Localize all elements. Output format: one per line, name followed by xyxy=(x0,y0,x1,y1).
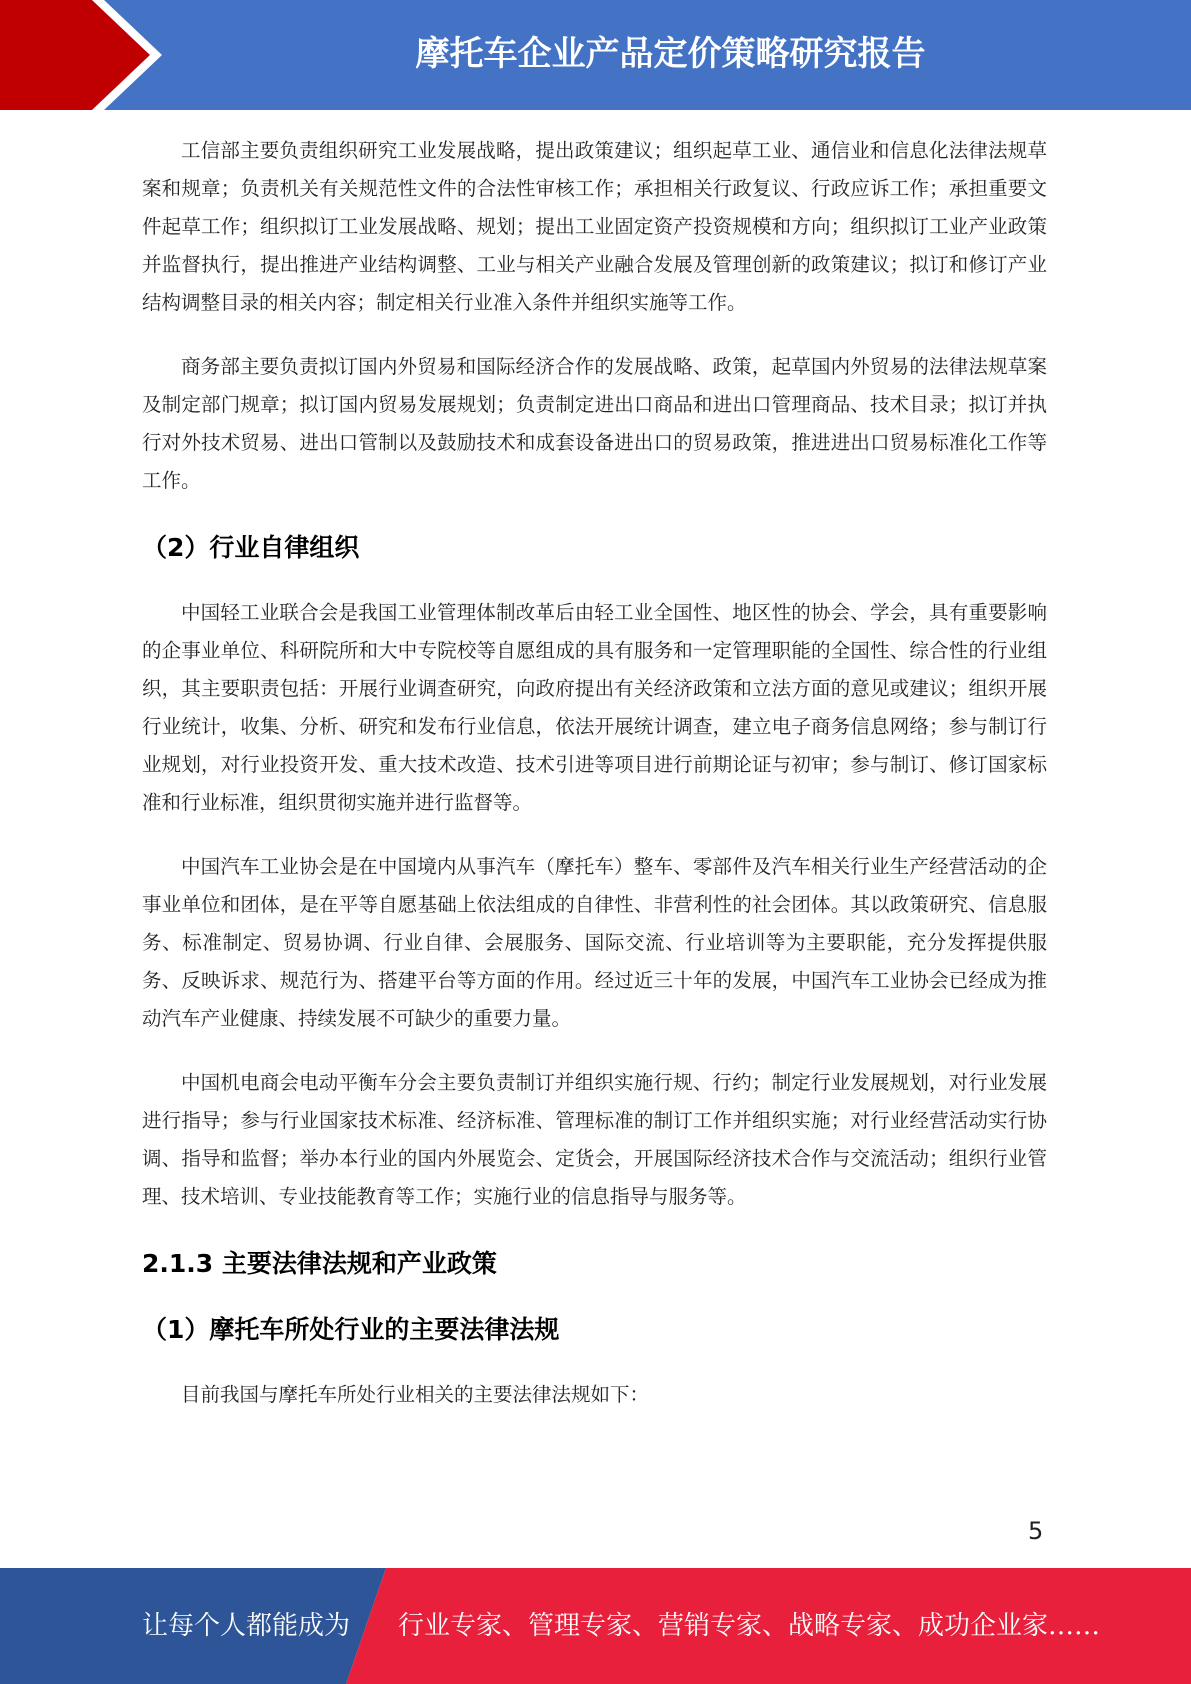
page-number: 5 xyxy=(1028,1517,1044,1545)
header-red-arrow xyxy=(0,0,150,110)
footer-slogan-left: 让每个人都能成为 xyxy=(142,1611,351,1641)
heading-section-2-1-3: 2.1.3 主要法律法规和产业政策 xyxy=(142,1249,497,1278)
report-title: 摩托车企业产品定价策略研究报告 xyxy=(415,34,926,74)
paragraph-miit: 工信部主要负责组织研究工业发展战略，提出政策建议；组织起草工业、通信业和信息化法律法规草案和规章；负责机关有关规范性文件的合法性审核工作；承担相关行政复议、行政应诉工作；承担重要文件起草工作；组织拟订工业发展战略、规划；提出工业固定资产投资规模和方向；组织拟订工业产业政策并监督执行，提出推进产业结构调整、工业与相关产业融合发展及管理创新的政策建议；拟订和修订产业结构调整目录的相关内容；制定相关行业准入条件并组织实施等工作。 xyxy=(142,139,1047,314)
heading-self-regulation: （2）行业自律组织 xyxy=(142,533,360,562)
paragraph-cccme: 中国机电商会电动平衡车分会主要负责制订并组织实施行规、行约；制定行业发展规划，对行业发展进行指导；参与行业国家技术标准、经济标准、管理标准的制订工作并组织实施；对行业经营活动实行协调、指导和监督；举办本行业的国内外展览会、定货会，开展国际经济技术合作与交流活动；组织行业管理、技术培训、专业技能教育等工作；实施行业的信息指导与服务等。 xyxy=(142,1071,1047,1208)
paragraph-mofcom: 商务部主要负责拟订国内外贸易和国际经济合作的发展战略、政策，起草国内外贸易的法律法规草案及制定部门规章；拟订国内贸易发展规划；负责制定进出口商品和进出口管理商品、技术目录；拟订并执行对外技术贸易、进出口管制以及鼓励技术和成套设备进出口的贸易政策，推进进出口贸易标准化工作等工作。 xyxy=(142,355,1047,492)
header-band xyxy=(0,0,1191,110)
page-content xyxy=(142,132,1047,1440)
footer-slogan-right: 行业专家、管理专家、营销专家、战略专家、成功企业家…… xyxy=(398,1611,1101,1641)
footer-band xyxy=(0,1568,1191,1684)
paragraph-laws-intro: 目前我国与摩托车所处行业相关的主要法律法规如下： xyxy=(181,1383,650,1406)
paragraph-caam: 中国汽车工业协会是在中国境内从事汽车（摩托车）整车、零部件及汽车相关行业生产经营活动的企事业单位和团体，是在平等自愿基础上依法组成的自律性、非营利性的社会团体。其以政策研究、信息服务、标准制定、贸易协调、行业自律、会展服务、国际交流、行业培训等为主要职能，充分发挥提供服务、反映诉求、规范行为、搭建平台等方面的作用。经过近三十年的发展，中国汽车工业协会已经成为推动汽车产业健康、持续发展不可缺少的重要力量。 xyxy=(142,855,1047,1030)
paragraph-light-industry: 中国轻工业联合会是我国工业管理体制改革后由轻工业全国性、地区性的协会、学会，具有重要影响的企事业单位、科研院所和大中专院校等自愿组成的具有服务和一定管理职能的全国性、综合性的行业组织，其主要职责包括：开展行业调查研究，向政府提出有关经济政策和立法方面的意见或建议；组织开展行业统计，收集、分析、研究和发布行业信息，依法开展统计调查，建立电子商务信息网络；参与制订行业规划，对行业投资开发、重大技术改造、技术引进等项目进行前期论证与初审；参与制订、修订国家标准和行业标准，组织贯彻实施并进行监督等。 xyxy=(142,601,1047,814)
heading-laws: （1）摩托车所处行业的主要法律法规 xyxy=(142,1315,560,1344)
